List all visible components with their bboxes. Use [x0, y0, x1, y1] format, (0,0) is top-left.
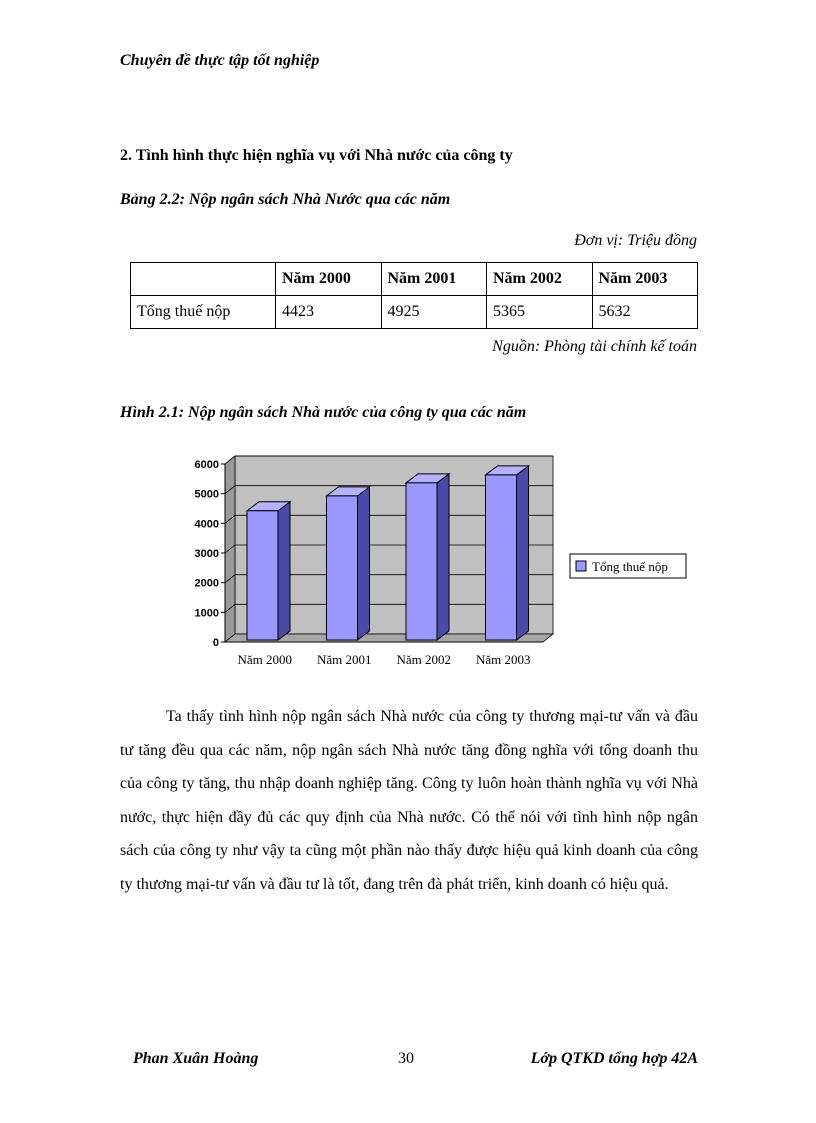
bar [247, 511, 278, 640]
section-title: 2. Tình hình thực hiện nghĩa vụ với Nhà nước của công ty [120, 147, 513, 164]
y-tick-label: 1000 [194, 607, 219, 620]
table-header-cell: Năm 2003 [592, 263, 698, 296]
table-row [131, 296, 698, 329]
bar [486, 475, 517, 640]
table-row-label: Tổng thuế nộp [131, 296, 276, 329]
figure-caption: Hình 2.1: Nộp ngân sách Nhà nước của công ty qua các năm [120, 404, 527, 421]
table-header-row [131, 263, 698, 296]
table-cell: 5632 [592, 296, 698, 329]
footer-class: Lớp QTKD tổng hợp 42A [530, 1050, 698, 1067]
x-tick-label: Năm 2003 [475, 652, 531, 667]
x-tick-label: Năm 2001 [316, 652, 372, 667]
table-unit: Đơn vị: Triệu đồng [574, 232, 697, 249]
legend-label: Tổng thuế nộp [592, 559, 668, 574]
table-source: Nguồn: Phòng tài chính kế toán [492, 338, 697, 355]
budget-table [130, 262, 698, 329]
footer-author: Phan Xuân Hoàng [133, 1050, 259, 1067]
bar [327, 496, 358, 640]
body-paragraph [120, 700, 698, 902]
y-tick-label: 6000 [194, 459, 219, 471]
bar-side [517, 466, 529, 640]
page-header: Chuyên đề thực tập tốt nghiệp [120, 52, 320, 69]
bar-chart [180, 450, 690, 680]
y-tick-label: 5000 [194, 488, 219, 501]
table-cell: 4925 [381, 296, 487, 329]
legend-swatch [576, 561, 586, 571]
y-tick-label: 3000 [194, 548, 219, 560]
bar-side [437, 474, 449, 640]
x-tick-label: Năm 2000 [237, 652, 293, 667]
y-tick-label: 4000 [194, 518, 219, 531]
paragraph-text: Ta thấy tình hình nộp ngân sách Nhà nước của công ty thương mại-tư vấn và đầu tư tăng đều qua các năm, nộp ngân sách Nhà nước tăng đồng nghĩa với tổng doanh thu của công ty tăng, thu nhập doanh nghiệp tăng. Công ty luôn hoàn thành nghĩa vụ với Nhà nước, thực hiện đầy đủ các quy định của Nhà nước. Có thể nói với tình hình nộp ngân sách của công ty như vậy ta cũng một phần nào thấy được hiệu quả kinh doanh của công ty thương mại-tư vấn và đầu tư là tốt, đang trên đà phát triển, kinh doanh có hiệu quả. [120, 708, 698, 893]
table-header-cell [131, 263, 276, 296]
bar-side [278, 502, 290, 640]
bar-side [358, 487, 370, 640]
x-tick-label: Năm 2002 [396, 652, 452, 667]
table-header-cell: Năm 2002 [487, 263, 593, 296]
table-caption: Bảng 2.2: Nộp ngân sách Nhà Nước qua các năm [120, 191, 451, 208]
bar [406, 483, 437, 640]
table-header-cell: Năm 2000 [276, 263, 382, 296]
table-cell: 4423 [276, 296, 382, 329]
table-cell: 5365 [487, 296, 593, 329]
table-header-cell: Năm 2001 [381, 263, 487, 296]
footer-page-number: 30 [398, 1050, 414, 1067]
y-tick-label: 0 [212, 637, 219, 649]
y-tick-label: 2000 [194, 577, 219, 590]
